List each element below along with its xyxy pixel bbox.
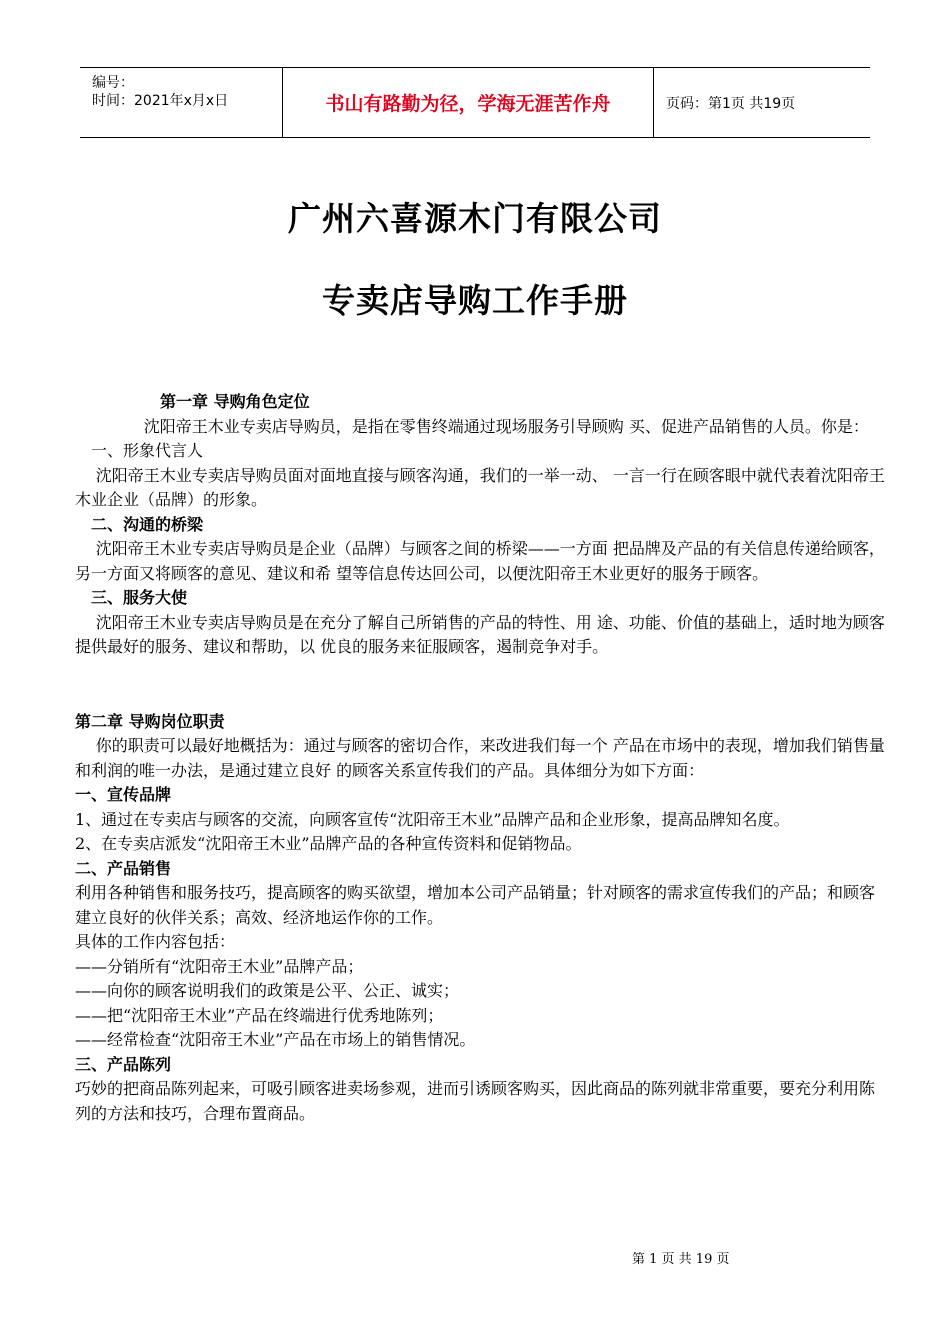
chapter2-section2-text: 利用各种销售和服务技巧，提高顾客的购买欲望，增加本公司产品销量；针对顾客的需求宣传我们的产品；和顾客建立良好的伙伴关系；高效、经济地运作你的工作。 (75, 883, 876, 927)
chapter1-section1-text: 沈阳帝王木业专卖店导购员面对面地直接与顾客沟通，我们的一举一动、 一言一行在顾客眼中就代表着沈阳帝王木业企业（品牌）的形象。 (75, 465, 885, 509)
chapter1-section1-heading: 一、形象代言人 (91, 441, 204, 460)
company-title: 广州六喜源木门有限公司 (288, 199, 662, 238)
chapter2-section3-text: 巧妙的把商品陈列起来，可吸引顾客进卖场参观，进而引诱顾客购买，因此商品的陈列就非常重要，要充分利用陈列的方法和技巧，合理布置商品。 (75, 1079, 876, 1123)
header-page-label: 页码：第1页 共19页 (666, 96, 796, 112)
chapter2-section3-heading: 三、产品陈列 (75, 1054, 172, 1074)
document-body (75, 390, 885, 1126)
chapter1-heading: 第一章 导购角色定位 (160, 392, 310, 411)
chapter1-section3-heading: 三、服务大使 (91, 588, 188, 607)
chapter2-section1-item2: 2、在专卖店派发“沈阳帝王木业”品牌产品的各种宣传资料和促销物品。 (75, 834, 582, 853)
list-item: ——分销所有“沈阳帝王木业”品牌产品； (75, 956, 364, 976)
header-meta-cell (80, 68, 283, 137)
list-item: ——经常检查“沈阳帝王木业”产品在市场上的销售情况。 (75, 1030, 476, 1049)
chapter2-section2-heading: 二、产品销售 (75, 858, 172, 878)
list-item: ——把“沈阳帝王木业”产品在终端进行优秀地陈列； (75, 1005, 444, 1025)
number-label: 编号： (92, 75, 134, 91)
chapter1-intro: 沈阳帝王木业专卖店导购员，是指在零售终端通过现场服务引导顾购 买、促进产品销售的人员。你是： (143, 416, 869, 436)
page-footer: 第 1 页 共 19 页 (632, 1252, 730, 1267)
chapter1-section3-text: 沈阳帝王木业专卖店导购员是在充分了解自己所销售的产品的特性、用 途、功能、价值的基础上，适时地为顾客提供最好的服务、建议和帮助，以 优良的服务来征服顾客，遏制竞争对手。 (75, 612, 885, 656)
chapter1-section2-heading: 二、沟通的桥梁 (91, 514, 204, 534)
chapter2-section1-heading: 一、宣传品牌 (75, 785, 172, 804)
chapter2-heading: 第二章 导购岗位职责 (75, 711, 225, 731)
date-label: 时间：2021年x月x日 (92, 93, 229, 109)
chapter2-intro: 你的职责可以最好地概括为：通过与顾客的密切合作，来改进我们每一个 产品在市场中的表现，增加我们销售量和利润的唯一办法，是通过建立良好 的顾客关系宣传我们的产品。具体细分为如下方面： (75, 736, 885, 780)
chapter2-section1-item1: 1、通过在专卖店与顾客的交流，向顾客宣传“沈阳帝王木业”品牌产品和企业形象，提高品牌知名度。 (75, 809, 790, 829)
list-item: ——向你的顾客说明我们的政策是公平、公正、诚实； (75, 981, 460, 1000)
manual-title: 专卖店导购工作手册 (322, 281, 628, 320)
document-header (80, 67, 870, 138)
chapter2-section2-list-intro: 具体的工作内容包括： (75, 932, 236, 951)
chapter-gap (75, 660, 885, 710)
motto: 书山有路勤为径，学海无涯苦作舟 (283, 68, 654, 137)
chapter1-section2-text: 沈阳帝王木业专卖店导购员是企业（品牌）与顾客之间的桥梁——一方面 把品牌及产品的有关信息传递给顾客，另一方面又将顾客的意见、建议和希 望等信息传达回公司，以便沈阳帝王木业更好的服务于顾客。 (75, 539, 885, 583)
